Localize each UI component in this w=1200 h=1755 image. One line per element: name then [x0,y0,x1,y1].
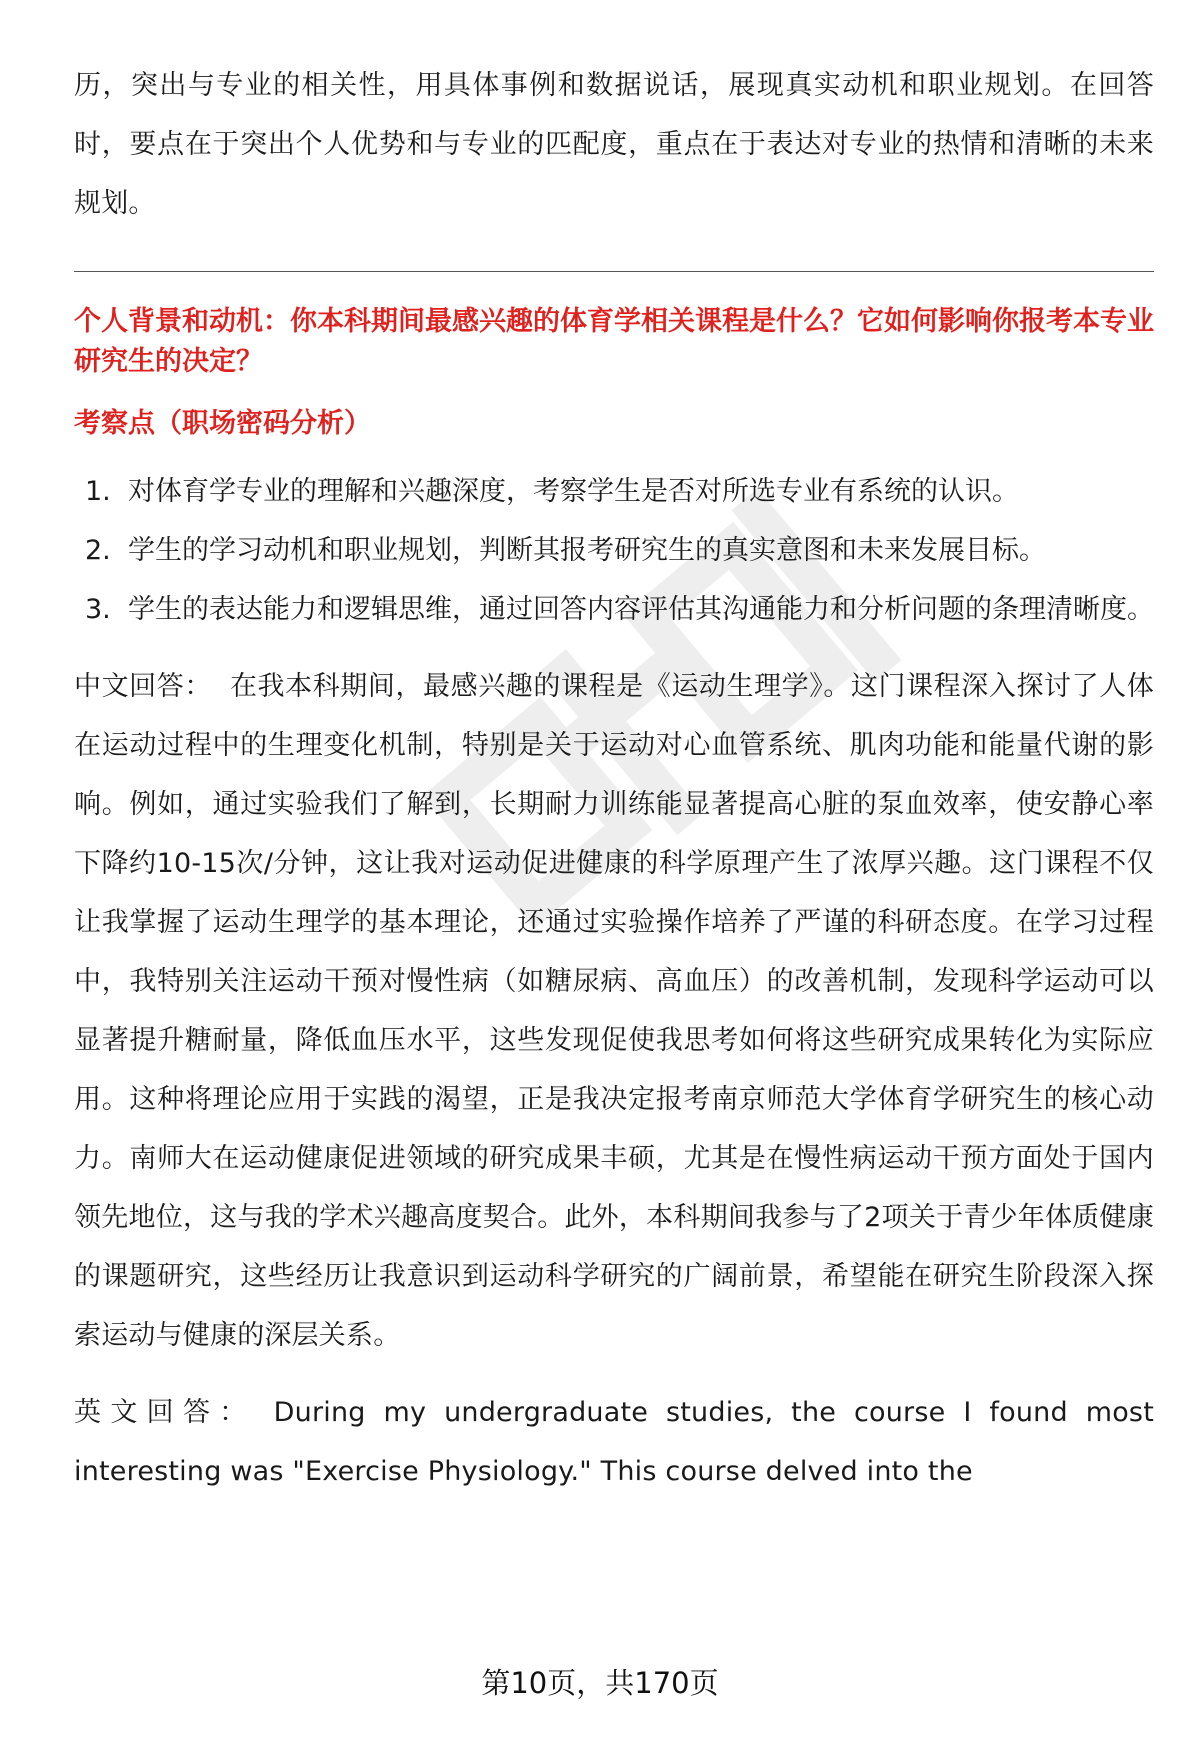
list-item-text: 学生的学习动机和职业规划，判断其报考研究生的真实意图和未来发展目标。 [128,535,1046,566]
assessment-points-heading: 考察点（职场密码分析） [74,408,371,439]
list-item-number: 1. [85,476,111,507]
english-answer-paragraph [74,1383,1154,1501]
english-answer-label: 英文回答： [74,1397,256,1428]
section-divider [74,271,1154,272]
list-item-number: 3. [85,594,111,625]
page-number-footer: 第10页，共170页 [481,1666,719,1700]
list-item [74,521,1154,580]
chinese-answer-paragraph [74,657,1154,1365]
list-item [74,580,1154,639]
assessment-points-list [74,462,1154,639]
english-answer-text: During my undergraduate studies, the course I found most interesting was "Exercise Physiology." This course delved into the [74,1397,1154,1487]
chinese-answer-label: 中文回答： [74,671,212,702]
list-item [74,462,1154,521]
chinese-answer-text: 在我本科期间，最感兴趣的课程是《运动生理学》。这门课程深入探讨了人体在运动过程中的生理变化机制，特别是关于运动对心血管系统、肌肉功能和能量代谢的影响。例如，通过实验我们了解到，长期耐力训练能显著提高心脏的泵血效率，使安静心率下降约10-15次/分钟，这让我对运动促进健康的科学原理产生了浓厚兴趣。这门课程不仅让我掌握了运动生理学的基本理论，还通过实验操作培养了严谨的科研态度。在学习过程中，我特别关注运动干预对慢性病（如糖尿病、高血压）的改善机制，发现科学运动可以显著提升糖耐量，降低血压水平，这些发现促使我思考如何将这些研究成果转化为实际应用。这种将理论应用于实践的渴望，正是我决定报考南京师范大学体育学研究生的核心动力。南师大在运动健康促进领域的研究成果丰硕，尤其是在慢性病运动干预方面处于国内领先地位，这与我的学术兴趣高度契合。此外，本科期间我参与了2项关于青少年体质健康的课题研究，这些经历让我意识到运动科学研究的广阔前景，希望能在研究生阶段深入探索运动与健康的深层关系。 [74,671,1154,1351]
list-item-text: 对体育学专业的理解和兴趣深度，考察学生是否对所选专业有系统的认识。 [128,476,1019,507]
document-page [74,56,1154,1501]
question-heading: 个人背景和动机：你本科期间最感兴趣的体育学相关课程是什么？它如何影响你报考本专业研究生的决定？ [74,306,1154,377]
list-item-number: 2. [85,535,111,566]
intro-paragraph: 历，突出与专业的相关性，用具体事例和数据说话，展现真实动机和职业规划。在回答时，要点在于突出个人优势和与专业的匹配度，重点在于表达对专业的热情和清晰的未来规划。 [74,70,1154,219]
list-item-text: 学生的表达能力和逻辑思维，通过回答内容评估其沟通能力和分析问题的条理清晰度。 [128,594,1154,625]
